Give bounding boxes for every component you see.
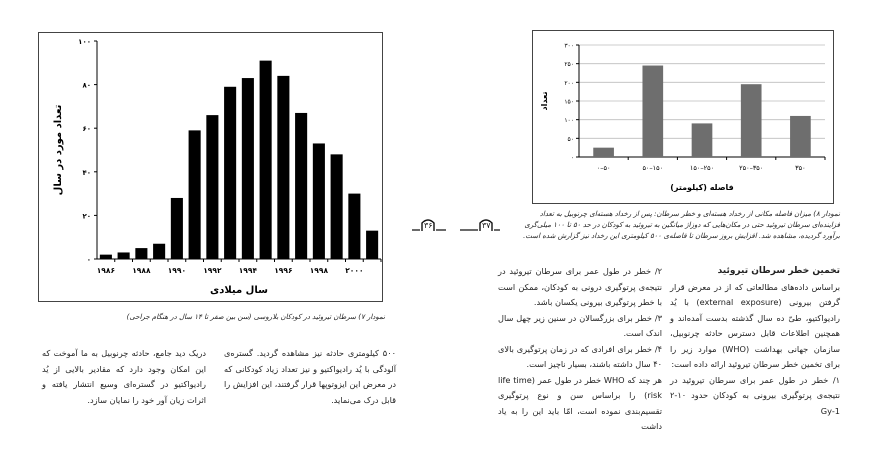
right-page [446,0,892,450]
left-page-column-left: دریک دید جامع، حادثه چرنوبیل به ما آموخت که این امکان وجود دارد که مقادیر بالایی از یُد رادیواکتیو در گستره‌ای وسیع انتشار یافته و اثرات زیان آور خود را نمایان سازد. [42,348,206,405]
bar [224,87,236,259]
figure-8-caption: نمودار ۸) میزان فاصله مکانی از رخداد هسته‌ای و خطر سرطان: پس از رخداد هسته‌ای چرنوبیل به تعداد فزاینده‌ای سرطان تیروئید حتی در مکان‌هایی که دوزاژ میانگین به تیروئید به کودکان در حد ۵۰ تا ۱۰۰ میلی‌گری برآورد گردیده، مشاهده شد. افزایش بروز سرطان تا فاصله‌ی ۵۰۰ کیلومتری این رخداد نیز گزارش شده است. [523,210,840,240]
bar [189,130,201,259]
paragraph: ۳/ خطر برای بزرگسالان در سنین زیر چهل سال اندک است. [498,312,662,338]
bar [171,198,183,259]
right-page-column-right [670,264,840,419]
bar [348,194,360,259]
right-page-column-left [498,264,662,435]
paragraph: هر چند که WHO خطر در طول عمر (life time risk) را براساس سن و نوع پرتوگیری تقسیم‌بندی نموده است، امّا باید این را به یاد داشت [498,374,662,431]
bar [118,252,130,259]
x-tick-label: ۱۹۹۶ [274,266,293,275]
x-tick-label: ۱۹۹۰ [167,266,187,275]
y-axis-label: تعداد مورد در سال [53,104,64,196]
figure-7-frame [38,32,383,302]
bar [593,148,614,157]
y-tick-label: ۱۵۰ [564,98,574,106]
y-tick-label: ۳۰۰ [564,42,574,50]
paragraph: براساس داده‌های مطالعاتی که از در معرض قرار گرفتن بیرونی (external exposure) با یُد رادیواکتیو، طیّ ده سال گذشته بدست آمده‌اند و همچنین اطلاعات قابل دسترس حادثه چرنوبیل، سازمان جهانی بهداشت (WHO) موارد زیر را برای تخمین خطر سرطان تیروئید ارائه داده است: [670,281,840,369]
bar [100,255,112,259]
x-tick-label: ۱۵۰–۲۵۰ [689,164,715,172]
y-tick-label: ۰ [570,154,574,162]
chart-cancer-by-distance [533,31,835,205]
bar [206,115,218,259]
x-tick-label: ۱۹۸۸ [132,266,151,275]
y-tick-label: ۲۵۰ [564,61,574,69]
figure-7-caption: نمودار ۷) سرطان تیروئید در کودکان بلاروسی (سن بین صفر تا ۱۴ سال در هنگام جراحی) [126,313,385,321]
bar [135,248,147,259]
x-tick-label: ۱۹۹۴ [238,266,258,275]
y-tick-label: ۲۰ [82,212,91,221]
bar [277,76,289,259]
y-tick-label: ۱۰۰ [564,117,574,125]
page-number-right-text: ۳۷ [482,221,491,230]
page-ornament-right-icon [460,215,500,237]
x-axis-label: فاصله (کیلومتر) [670,183,734,192]
chart-thyroid-cancer-by-year [39,33,384,303]
bar [366,231,378,259]
left-page-column-right: ۵۰۰ کیلومتری حادثه نیز مشاهده گردید. گستره‌ی آلودگی با یُد رادیواکتیو و نیز تعداد زیاد کودکانی که در معرض این ایزوتوپها قرار گرفتند، این افزایش را قابل درک می‌نماید. [224,348,396,405]
y-tick-label: ۲۰۰ [564,79,574,87]
x-tick-label: ۰–۵۰ [596,164,611,172]
bar [741,84,762,157]
x-tick-label: ۳۵۰ [795,164,806,172]
bar [260,61,272,259]
y-tick-label: ۵۰ [567,135,574,143]
y-tick-label: ۶۰ [82,125,91,134]
bar [692,123,713,157]
section-heading: تخمین خطر سرطان تیروئید [717,266,840,276]
x-tick-label: ۲۰۰۰ [345,266,364,275]
y-axis-label: تعداد [540,91,549,111]
bar [331,154,343,259]
bar [153,244,165,259]
x-tick-label: ۲۵۰–۳۵۰ [739,164,764,172]
bar [642,66,663,157]
x-tick-label: ۱۹۸۶ [96,266,116,275]
y-tick-label: ۸۰ [82,81,91,90]
bar [242,78,254,259]
x-tick-label: ۱۹۹۸ [309,266,329,275]
x-tick-label: ۱۹۹۲ [203,266,222,275]
x-axis-label: سال میلادی [210,285,268,296]
y-tick-label: ۴۰ [82,168,91,177]
bar [313,143,325,259]
figure-8-frame [532,30,834,204]
x-tick-label: ۵۰–۱۵۰ [642,164,664,172]
page-number-left-text: ۳۶ [424,221,433,230]
bar [295,113,307,259]
y-tick-label: ۱۰۰ [78,38,91,46]
paragraph: ۲/ خطر در طول عمر برای سرطان تیروئید در نتیجه‌ی پرتوگیری درونی به کودکان، ممکن است با خطر پرتوگیری بیرونی یکسان باشد. [498,266,662,307]
paragraph: ۴/ خطر برای افرادی که در زمان پرتوگیری بالای ۴۰ سال داشته باشند، بسیار ناچیز است. [498,343,662,369]
paragraph: ۱/ خطر در طول عمر برای سرطان تیروئید در نتیجه‌ی پرتوگیری بیرونی به کودکان حدود ۱۰-۲ Gy-1 [670,374,840,416]
bar [790,116,811,157]
y-tick-label: ۰ [86,256,91,264]
